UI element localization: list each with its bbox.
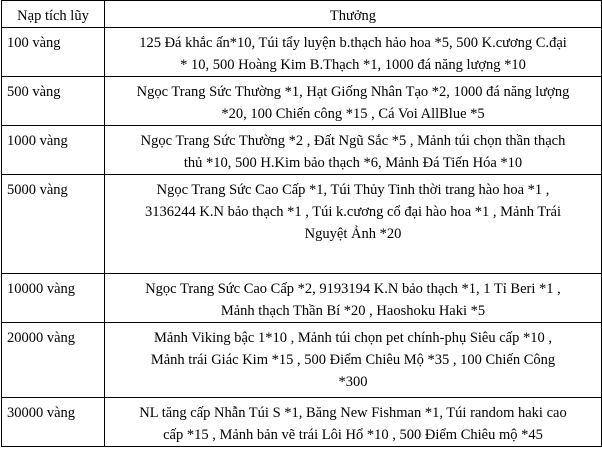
reward-line: 125 Đá khắc ấn*10, Túi tẩy luyện b.thạch hảo hoa *5, 500 K.cương C.đại <box>139 35 567 51</box>
reward-cell <box>105 77 602 126</box>
reward-line: 3136244 K.N bảo thạch *1 , Túi k.cương cổ đại hào hoa *1 , Mảnh Trái <box>145 204 561 220</box>
table-row <box>2 323 602 398</box>
tier-cell: 500 vàng <box>2 77 105 126</box>
reward-cell <box>105 274 602 323</box>
reward-line: Ngọc Trang Sức Cao Cấp *1, Túi Thủy Tinh thời trang hào hoa *1 , <box>156 182 550 198</box>
tier-cell: 5000 vàng <box>2 175 105 274</box>
table-row <box>2 398 602 447</box>
reward-line: Mảnh thạch Thần Bí *20 , Haoshoku Haki *5 <box>220 303 486 319</box>
reward-line: *20, 100 Chiến công *15 , Cá Voi AllBlue *5 <box>221 106 485 122</box>
table-row <box>2 126 602 175</box>
reward-cell <box>105 126 602 175</box>
tier-cell: 30000 vàng <box>2 398 105 447</box>
table-header-row <box>2 1 602 28</box>
table-row <box>2 28 602 77</box>
header-tier: Nạp tích lũy <box>2 1 105 28</box>
reward-line: *300 <box>338 374 368 390</box>
tier-cell: 10000 vàng <box>2 274 105 323</box>
tier-cell: 100 vàng <box>2 28 105 77</box>
reward-line: Mảnh Viking bậc 1*10 , Mảnh túi chọn pet chính-phụ Siêu cấp *10 , <box>154 330 552 346</box>
reward-line: Ngọc Trang Sức Cao Cấp *2, 9193194 K.N bảo thạch *1, 1 Tỉ Beri *1 , <box>145 281 561 297</box>
table-row <box>2 77 602 126</box>
reward-line: Ngọc Trang Sức Thường *1, Hạt Giống Nhân Tạo *2, 1000 đá năng lượng <box>136 84 570 100</box>
tier-cell: 1000 vàng <box>2 126 105 175</box>
header-reward: Thưởng <box>105 1 602 28</box>
table-row <box>2 274 602 323</box>
reward-line: thủ *10, 500 H.Kim bảo thạch *6, Mảnh Đá Tiến Hóa *10 <box>183 155 523 171</box>
reward-line: Nguyệt Ảnh *20 <box>304 226 402 242</box>
reward-cell <box>105 398 602 447</box>
reward-line: cấp *15 , Mảnh bản vẽ trái Lôi Hổ *10 , 500 Điểm Chiêu mộ *45 <box>163 427 543 443</box>
reward-line: * 10, 500 Hoàng Kim B.Thạch *1, 1000 đá năng lượng *10 <box>180 57 526 73</box>
reward-line: Ngọc Trang Sức Thường *2 , Đất Ngũ Sắc *5 , Mảnh túi chọn thần thạch <box>140 133 566 149</box>
reward-cell <box>105 323 602 398</box>
reward-table <box>1 0 602 447</box>
reward-line: Mảnh trái Giác Kim *15 , 500 Điểm Chiêu Mộ *35 , 100 Chiến Công <box>150 352 556 368</box>
reward-cell <box>105 28 602 77</box>
reward-line: NL tăng cấp Nhẫn Túi S *1, Băng New Fishman *1, Túi random haki cao <box>139 405 567 421</box>
tier-cell: 20000 vàng <box>2 323 105 398</box>
table-row <box>2 175 602 274</box>
reward-cell <box>105 175 602 274</box>
